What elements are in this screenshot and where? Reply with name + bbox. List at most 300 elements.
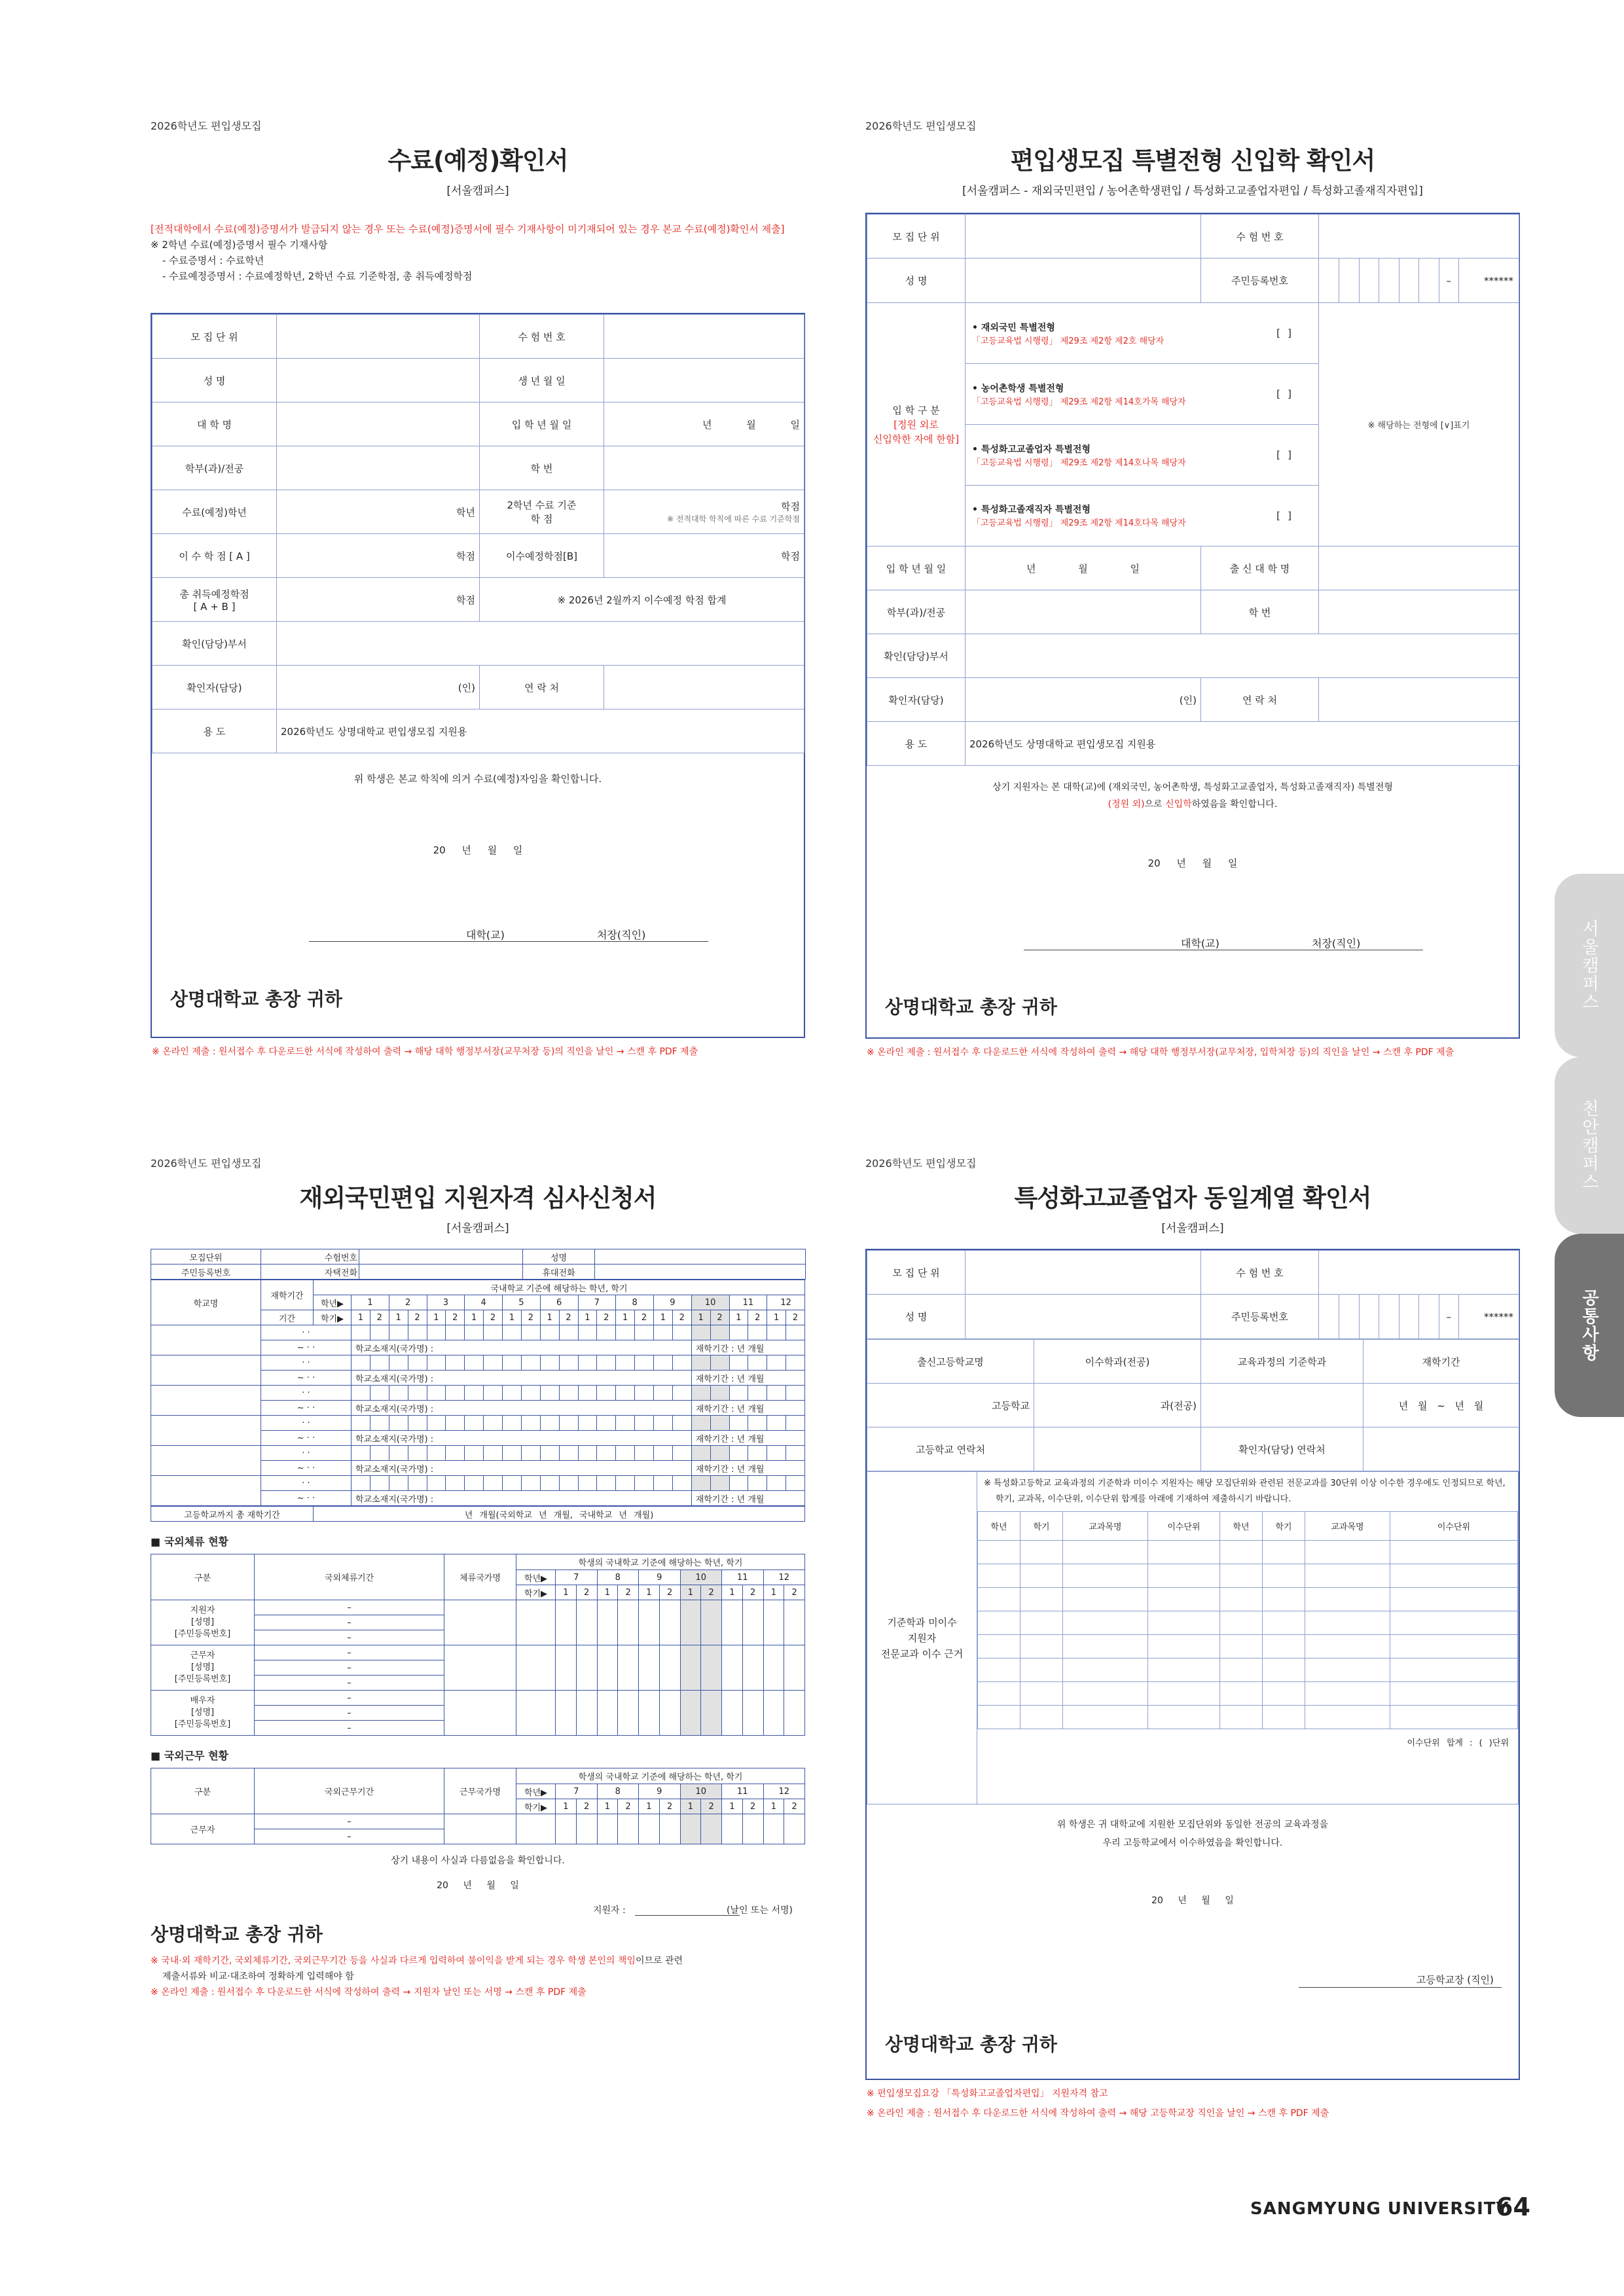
semester-check[interactable] (680, 1600, 701, 1645)
semester-check[interactable] (503, 1416, 522, 1431)
name-field[interactable] (595, 1249, 806, 1265)
semester-check[interactable] (786, 1476, 805, 1491)
semester-check[interactable] (446, 1446, 465, 1461)
tab-cheonan[interactable]: 천안캠퍼스 (1555, 1057, 1624, 1234)
subject-cell[interactable] (1305, 1635, 1390, 1659)
semester-check[interactable] (701, 1691, 722, 1736)
subject-cell[interactable] (1020, 1588, 1063, 1611)
subject-cell[interactable] (1220, 1659, 1263, 1682)
subject-cell[interactable] (1390, 1588, 1518, 1611)
semester-check[interactable] (784, 1691, 805, 1736)
semester-check[interactable] (722, 1691, 743, 1736)
period-to[interactable]: ~ · · (261, 1431, 352, 1446)
birth-field[interactable] (604, 359, 804, 403)
semester-check[interactable] (446, 1416, 465, 1431)
school-location[interactable]: 학교소재지(국가명) : (352, 1461, 692, 1476)
subject-cell[interactable] (1148, 1635, 1220, 1659)
stay-country-field[interactable] (444, 1645, 516, 1691)
semester-check[interactable] (540, 1325, 559, 1340)
subject-cell[interactable] (1263, 1682, 1305, 1706)
semester-check[interactable] (559, 1355, 578, 1371)
semester-check[interactable] (427, 1355, 446, 1371)
checker-contact-field[interactable] (1363, 1427, 1519, 1471)
subject-cell[interactable] (1305, 1706, 1390, 1729)
subject-cell[interactable] (1148, 1564, 1220, 1588)
semester-check[interactable] (408, 1386, 427, 1401)
subject-cell[interactable] (978, 1682, 1020, 1706)
semester-check[interactable] (389, 1446, 408, 1461)
subject-cell[interactable] (1020, 1682, 1063, 1706)
semester-check[interactable] (578, 1476, 597, 1491)
semester-check[interactable] (767, 1416, 786, 1431)
semester-check[interactable] (576, 1814, 597, 1844)
semester-check[interactable] (767, 1325, 786, 1340)
period-from[interactable]: · · (261, 1355, 352, 1371)
subject-cell[interactable] (1220, 1635, 1263, 1659)
semester-check[interactable] (389, 1476, 408, 1491)
total-field[interactable]: 학점 (277, 578, 480, 622)
semester-check[interactable] (763, 1645, 784, 1691)
sid-field[interactable] (604, 446, 804, 490)
semester-check[interactable] (729, 1476, 748, 1491)
semester-check[interactable] (654, 1476, 673, 1491)
semester-check[interactable] (484, 1325, 503, 1340)
subject-cell[interactable] (1020, 1659, 1063, 1682)
semester-check[interactable] (635, 1325, 654, 1340)
semester-check[interactable] (742, 1814, 763, 1844)
semester-check[interactable] (635, 1416, 654, 1431)
semester-check[interactable] (618, 1600, 639, 1645)
semester-check[interactable] (786, 1325, 805, 1340)
type-checkbox[interactable]: [ ] (1271, 364, 1318, 425)
semester-check[interactable] (503, 1476, 522, 1491)
unit-field[interactable] (277, 315, 480, 359)
semester-check[interactable] (578, 1325, 597, 1340)
semester-check[interactable] (540, 1386, 559, 1401)
subject-cell[interactable] (1305, 1611, 1390, 1635)
semester-check[interactable] (370, 1446, 389, 1461)
subject-cell[interactable] (1020, 1635, 1063, 1659)
semester-check[interactable] (370, 1476, 389, 1491)
semester-check[interactable] (710, 1355, 729, 1371)
grade-field[interactable]: 학년 (277, 490, 480, 534)
semester-check[interactable] (786, 1446, 805, 1461)
semester-check[interactable] (559, 1446, 578, 1461)
semester-check[interactable] (597, 1386, 616, 1401)
semester-check[interactable] (654, 1386, 673, 1401)
semester-check[interactable] (710, 1325, 729, 1340)
stay-period-dash[interactable]: – (255, 1600, 444, 1615)
name-field[interactable] (965, 259, 1201, 303)
semester-check[interactable] (446, 1325, 465, 1340)
semester-check[interactable] (521, 1325, 540, 1340)
semester-check[interactable] (352, 1446, 370, 1461)
semester-check[interactable] (503, 1446, 522, 1461)
subject-cell[interactable] (1305, 1588, 1390, 1611)
semester-check[interactable] (710, 1386, 729, 1401)
semester-check[interactable] (654, 1325, 673, 1340)
base-field[interactable] (1201, 1384, 1363, 1427)
semester-check[interactable] (578, 1386, 597, 1401)
semester-check[interactable] (521, 1355, 540, 1371)
subject-cell[interactable] (1063, 1541, 1148, 1564)
stay-period-dash[interactable]: – (255, 1645, 444, 1660)
semester-check[interactable] (389, 1416, 408, 1431)
school-name-field[interactable] (151, 1446, 261, 1476)
name-field[interactable] (277, 359, 480, 403)
univ-field[interactable] (277, 403, 480, 446)
semester-check[interactable] (503, 1325, 522, 1340)
stay-country-field[interactable] (444, 1600, 516, 1645)
semester-check[interactable] (370, 1355, 389, 1371)
semester-check[interactable] (748, 1476, 767, 1491)
semester-check[interactable] (691, 1355, 710, 1371)
semester-check[interactable] (370, 1386, 389, 1401)
major-field[interactable]: 과(전공) (1034, 1384, 1201, 1427)
semester-check[interactable] (680, 1814, 701, 1844)
semester-check[interactable] (786, 1416, 805, 1431)
exam-field[interactable] (1319, 1251, 1519, 1295)
exam-field[interactable] (359, 1249, 523, 1265)
semester-check[interactable] (659, 1645, 680, 1691)
exam-field[interactable] (604, 315, 804, 359)
unit-field[interactable] (965, 1251, 1201, 1295)
dept-field[interactable] (277, 446, 480, 490)
semester-check[interactable] (701, 1645, 722, 1691)
semester-check[interactable] (691, 1476, 710, 1491)
sid-field[interactable] (1319, 590, 1519, 634)
checker-field[interactable]: (인) (277, 666, 480, 709)
contact-field[interactable] (1319, 678, 1519, 722)
stay-country-field[interactable] (444, 1691, 516, 1736)
subject-cell[interactable] (1263, 1635, 1305, 1659)
semester-check[interactable] (578, 1355, 597, 1371)
semester-check[interactable] (748, 1355, 767, 1371)
subject-cell[interactable] (1148, 1611, 1220, 1635)
subject-cell[interactable] (1390, 1564, 1518, 1588)
subject-cell[interactable] (1148, 1541, 1220, 1564)
semester-check[interactable] (680, 1691, 701, 1736)
from-field[interactable] (1319, 547, 1519, 590)
period-to[interactable]: ~ · · (261, 1461, 352, 1476)
subject-cell[interactable] (1390, 1659, 1518, 1682)
semester-check[interactable] (446, 1355, 465, 1371)
semester-check[interactable] (691, 1386, 710, 1401)
semester-check[interactable] (484, 1446, 503, 1461)
subject-cell[interactable] (1148, 1588, 1220, 1611)
semester-check[interactable] (408, 1416, 427, 1431)
semester-check[interactable] (616, 1325, 635, 1340)
office-field[interactable] (277, 622, 804, 666)
semester-check[interactable] (465, 1476, 484, 1491)
semester-check[interactable] (465, 1355, 484, 1371)
period-from[interactable]: · · (261, 1476, 352, 1491)
period-to[interactable]: ~ · · (261, 1401, 352, 1416)
semester-check[interactable] (654, 1416, 673, 1431)
semester-check[interactable] (767, 1355, 786, 1371)
semester-check[interactable] (616, 1355, 635, 1371)
school-location[interactable]: 학교소재지(국가명) : (352, 1371, 692, 1386)
subject-cell[interactable] (1063, 1682, 1148, 1706)
semester-check[interactable] (722, 1645, 743, 1691)
semester-check[interactable] (540, 1446, 559, 1461)
stay-period-dash[interactable]: – (255, 1630, 444, 1645)
semester-check[interactable] (352, 1476, 370, 1491)
semester-check[interactable] (722, 1814, 743, 1844)
subject-cell[interactable] (1305, 1682, 1390, 1706)
school-name-field[interactable] (151, 1476, 261, 1506)
semester-check[interactable] (556, 1600, 577, 1645)
semester-check[interactable] (767, 1446, 786, 1461)
semester-check[interactable] (389, 1386, 408, 1401)
semester-check[interactable] (701, 1814, 722, 1844)
applicant-sign-line[interactable] (635, 1915, 740, 1916)
subject-cell[interactable] (1220, 1706, 1263, 1729)
semester-check[interactable] (659, 1600, 680, 1645)
school-duration[interactable]: 재학기간 : 년 개월 (691, 1491, 804, 1506)
subject-cell[interactable] (1390, 1635, 1518, 1659)
semester-check[interactable] (616, 1476, 635, 1491)
subject-cell[interactable] (1020, 1564, 1063, 1588)
work-country-field[interactable] (444, 1814, 516, 1844)
subject-cell[interactable] (978, 1588, 1020, 1611)
semester-check[interactable] (701, 1600, 722, 1645)
unit-field[interactable] (965, 215, 1201, 259)
contact-field[interactable] (604, 666, 804, 709)
semester-check[interactable] (763, 1814, 784, 1844)
subject-cell[interactable] (1020, 1706, 1063, 1729)
admit-field[interactable]: 년 월 일 (965, 547, 1201, 590)
semester-check[interactable] (408, 1446, 427, 1461)
subject-cell[interactable] (1305, 1564, 1390, 1588)
subject-cell[interactable] (1020, 1541, 1063, 1564)
school-duration[interactable]: 재학기간 : 년 개월 (691, 1461, 804, 1476)
mobile-field[interactable] (595, 1265, 806, 1280)
tab-seoul[interactable]: 서울캠퍼스 (1555, 874, 1624, 1057)
subject-cell[interactable] (1063, 1588, 1148, 1611)
semester-check[interactable] (767, 1476, 786, 1491)
semester-check[interactable] (578, 1416, 597, 1431)
stay-period-dash[interactable]: – (255, 1660, 444, 1676)
semester-check[interactable] (597, 1691, 618, 1736)
semester-check[interactable] (427, 1416, 446, 1431)
semester-check[interactable] (389, 1325, 408, 1340)
subject-cell[interactable] (1220, 1682, 1263, 1706)
semester-check[interactable] (370, 1416, 389, 1431)
semester-check[interactable] (597, 1416, 616, 1431)
hs-contact-field[interactable] (1034, 1427, 1201, 1471)
period-to[interactable]: ~ · · (261, 1491, 352, 1506)
semester-check[interactable] (748, 1325, 767, 1340)
semester-check[interactable] (446, 1386, 465, 1401)
semester-check[interactable] (635, 1386, 654, 1401)
subject-cell[interactable] (1220, 1564, 1263, 1588)
semester-check[interactable] (352, 1386, 370, 1401)
semester-check[interactable] (672, 1355, 691, 1371)
school-name-field[interactable] (151, 1416, 261, 1446)
subject-cell[interactable] (1263, 1706, 1305, 1729)
semester-check[interactable] (559, 1325, 578, 1340)
semester-check[interactable] (427, 1386, 446, 1401)
semester-check[interactable] (763, 1600, 784, 1645)
semester-check[interactable] (618, 1814, 639, 1844)
semester-check[interactable] (556, 1814, 577, 1844)
semester-check[interactable] (521, 1416, 540, 1431)
subject-cell[interactable] (1020, 1611, 1063, 1635)
type-checkbox[interactable]: [ ] (1271, 304, 1318, 364)
semester-check[interactable] (654, 1446, 673, 1461)
semester-check[interactable] (618, 1691, 639, 1736)
period-from[interactable]: · · (261, 1416, 352, 1431)
semester-check[interactable] (352, 1355, 370, 1371)
checker-field[interactable]: (인) (965, 678, 1201, 722)
semester-check[interactable] (446, 1476, 465, 1491)
semester-check[interactable] (521, 1476, 540, 1491)
stay-period-dash[interactable]: – (255, 1706, 444, 1721)
subject-cell[interactable] (1390, 1541, 1518, 1564)
semester-check[interactable] (503, 1386, 522, 1401)
stay-period-dash[interactable]: – (255, 1721, 444, 1736)
semester-check[interactable] (465, 1416, 484, 1431)
semester-check[interactable] (427, 1476, 446, 1491)
semester-check[interactable] (597, 1645, 618, 1691)
semester-check[interactable] (639, 1645, 660, 1691)
school-duration[interactable]: 재학기간 : 년 개월 (691, 1401, 804, 1416)
work-period-dash[interactable]: – (255, 1814, 444, 1829)
semester-check[interactable] (659, 1691, 680, 1736)
subject-cell[interactable] (1263, 1541, 1305, 1564)
period-to[interactable]: ~ · · (261, 1340, 352, 1355)
semester-check[interactable] (710, 1416, 729, 1431)
semester-check[interactable] (672, 1325, 691, 1340)
subject-cell[interactable] (1063, 1564, 1148, 1588)
subject-cell[interactable] (1063, 1611, 1148, 1635)
subject-cell[interactable] (978, 1541, 1020, 1564)
subject-cell[interactable] (1220, 1588, 1263, 1611)
semester-check[interactable] (556, 1691, 577, 1736)
subject-cell[interactable] (1148, 1659, 1220, 1682)
school-location[interactable]: 학교소재지(국가명) : (352, 1491, 692, 1506)
subject-cell[interactable] (978, 1635, 1020, 1659)
semester-check[interactable] (370, 1325, 389, 1340)
semester-check[interactable] (748, 1446, 767, 1461)
semester-check[interactable] (742, 1600, 763, 1645)
tab-common[interactable]: 공통사항 (1555, 1234, 1624, 1417)
type-checkbox[interactable]: [ ] (1271, 425, 1318, 486)
semester-check[interactable] (503, 1355, 522, 1371)
hs-field[interactable]: 고등학교 (867, 1384, 1034, 1427)
school-location[interactable]: 학교소재지(국가명) : (352, 1340, 692, 1355)
subject-cell[interactable] (1390, 1682, 1518, 1706)
semester-check[interactable] (408, 1355, 427, 1371)
semester-check[interactable] (672, 1386, 691, 1401)
semester-check[interactable] (540, 1355, 559, 1371)
credit-b-field[interactable]: 학점 (604, 534, 804, 578)
school-duration[interactable]: 재학기간 : 년 개월 (691, 1340, 804, 1355)
subject-cell[interactable] (1063, 1706, 1148, 1729)
home-field[interactable] (359, 1265, 523, 1280)
subject-cell[interactable] (1263, 1564, 1305, 1588)
period-to[interactable]: ~ · · (261, 1371, 352, 1386)
subject-cell[interactable] (1063, 1635, 1148, 1659)
semester-check[interactable] (691, 1325, 710, 1340)
semester-check[interactable] (597, 1600, 618, 1645)
semester-check[interactable] (742, 1691, 763, 1736)
semester-check[interactable] (352, 1416, 370, 1431)
semester-check[interactable] (786, 1355, 805, 1371)
school-name-field[interactable] (151, 1386, 261, 1416)
semester-check[interactable] (691, 1416, 710, 1431)
semester-check[interactable] (559, 1476, 578, 1491)
semester-check[interactable] (597, 1814, 618, 1844)
semester-check[interactable] (748, 1416, 767, 1431)
total-period-field[interactable]: 년 개월(국외학교 년 개월, 국내학교 년 개월) (314, 1507, 805, 1522)
semester-check[interactable] (654, 1355, 673, 1371)
std-field[interactable]: 학점 (781, 501, 800, 512)
stay-period-dash[interactable]: – (255, 1615, 444, 1630)
semester-check[interactable] (635, 1476, 654, 1491)
semester-check[interactable] (597, 1355, 616, 1371)
semester-check[interactable] (556, 1645, 577, 1691)
semester-check[interactable] (389, 1355, 408, 1371)
subject-cell[interactable] (978, 1706, 1020, 1729)
subject-cell[interactable] (1148, 1706, 1220, 1729)
semester-check[interactable] (484, 1476, 503, 1491)
subject-cell[interactable] (978, 1564, 1020, 1588)
subject-cell[interactable] (1263, 1588, 1305, 1611)
semester-check[interactable] (763, 1691, 784, 1736)
semester-check[interactable] (616, 1386, 635, 1401)
semester-check[interactable] (710, 1476, 729, 1491)
semester-check[interactable] (691, 1446, 710, 1461)
subject-cell[interactable] (1220, 1541, 1263, 1564)
subject-cell[interactable] (1063, 1659, 1148, 1682)
subject-cell[interactable] (978, 1659, 1020, 1682)
school-name-field[interactable] (151, 1325, 261, 1355)
work-period-dash[interactable]: – (255, 1829, 444, 1844)
semester-check[interactable] (659, 1814, 680, 1844)
exam-field[interactable] (1319, 215, 1519, 259)
office-field[interactable] (965, 634, 1519, 678)
school-location[interactable]: 학교소재지(국가명) : (352, 1401, 692, 1416)
subject-cell[interactable] (1390, 1611, 1518, 1635)
semester-check[interactable] (465, 1325, 484, 1340)
semester-check[interactable] (465, 1446, 484, 1461)
semester-check[interactable] (672, 1476, 691, 1491)
semester-check[interactable] (722, 1600, 743, 1645)
semester-check[interactable] (639, 1600, 660, 1645)
semester-check[interactable] (710, 1446, 729, 1461)
semester-check[interactable] (408, 1325, 427, 1340)
semester-check[interactable] (576, 1691, 597, 1736)
semester-check[interactable] (597, 1446, 616, 1461)
subject-cell[interactable] (1263, 1659, 1305, 1682)
school-name-field[interactable] (151, 1355, 261, 1386)
semester-check[interactable] (578, 1446, 597, 1461)
semester-check[interactable] (576, 1645, 597, 1691)
subject-cell[interactable] (1148, 1682, 1220, 1706)
subject-cell[interactable] (1220, 1611, 1263, 1635)
semester-check[interactable] (767, 1386, 786, 1401)
subject-cell[interactable] (1390, 1706, 1518, 1729)
subject-cell[interactable] (1305, 1659, 1390, 1682)
period-from[interactable]: · · (261, 1386, 352, 1401)
semester-check[interactable] (729, 1325, 748, 1340)
school-duration[interactable]: 재학기간 : 년 개월 (691, 1371, 804, 1386)
semester-check[interactable] (597, 1325, 616, 1340)
semester-check[interactable] (521, 1446, 540, 1461)
semester-check[interactable] (672, 1446, 691, 1461)
